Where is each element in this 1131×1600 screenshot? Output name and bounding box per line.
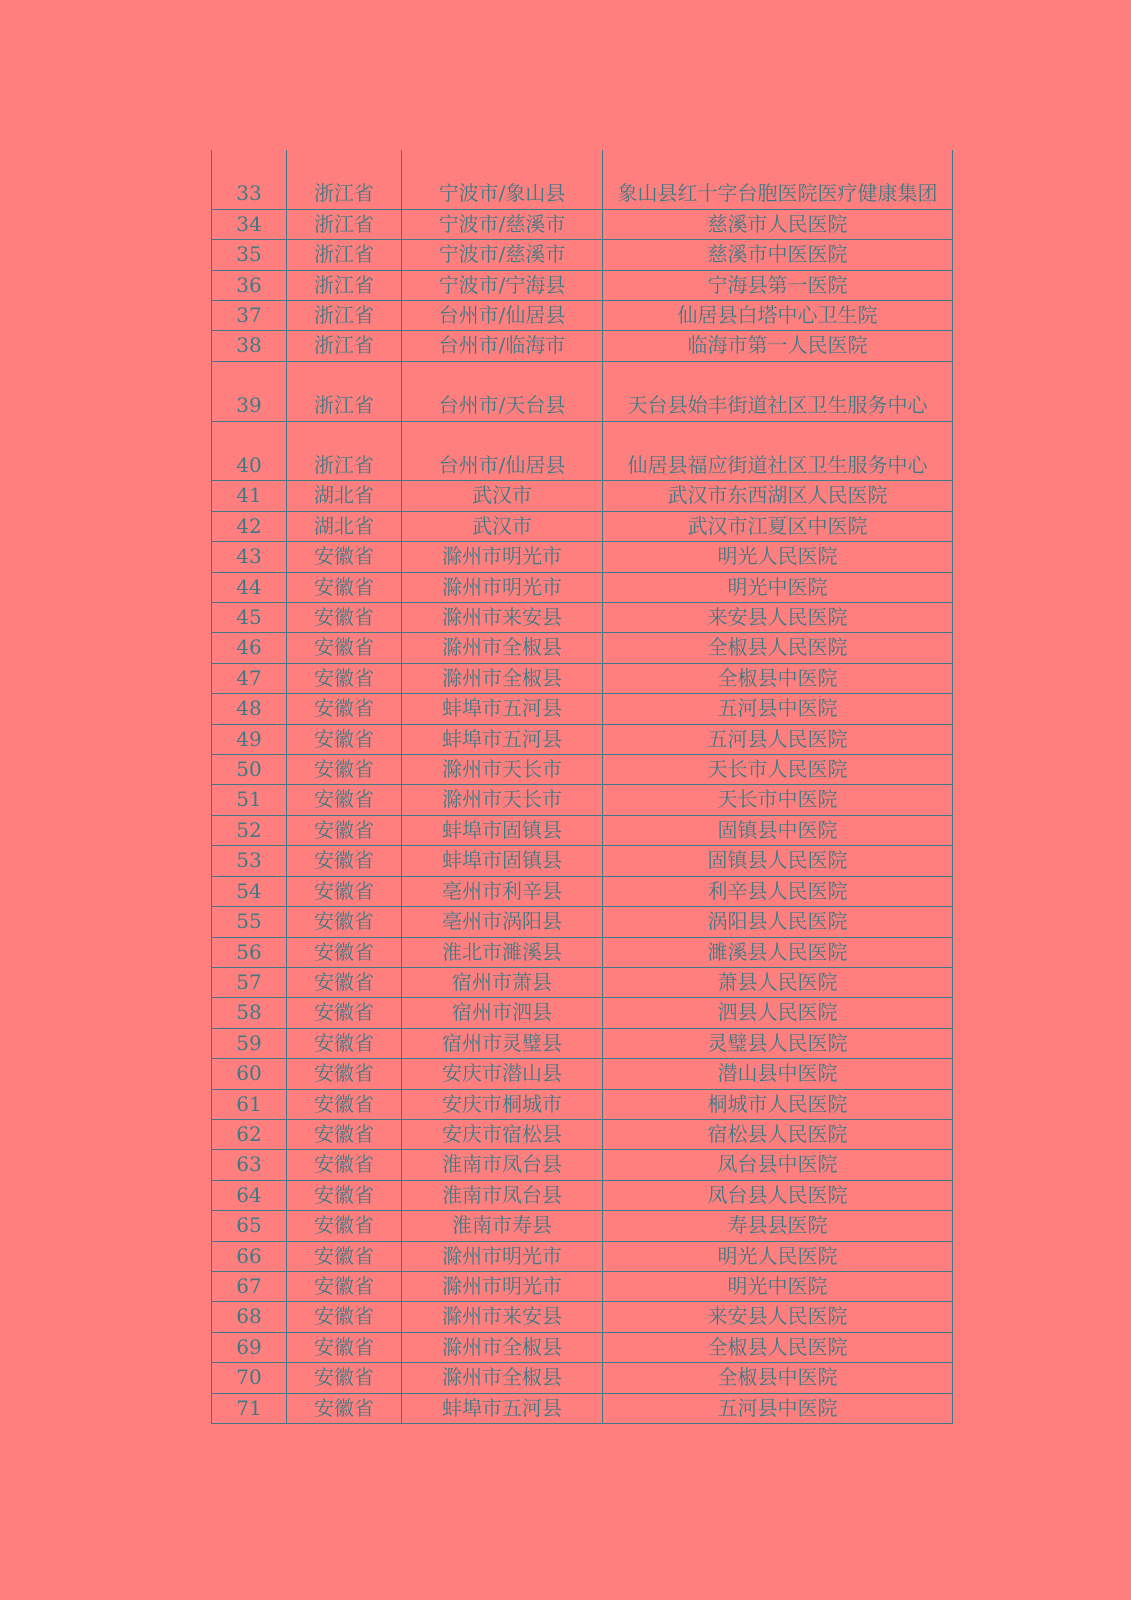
province-cell: 湖北省 xyxy=(287,511,402,541)
hospital-name-cell: 潜山县中医院 xyxy=(603,1059,953,1089)
city-cell: 滁州市全椒县 xyxy=(402,633,603,663)
city-cell: 宿州市灵璧县 xyxy=(402,1028,603,1058)
row-number-cell: 52 xyxy=(212,815,287,845)
hospital-name-cell: 凤台县中医院 xyxy=(603,1150,953,1180)
city-cell: 台州市/仙居县 xyxy=(402,421,603,481)
city-cell: 滁州市全椒县 xyxy=(402,1363,603,1393)
city-cell: 安庆市桐城市 xyxy=(402,1089,603,1119)
hospital-name-cell: 慈溪市人民医院 xyxy=(603,209,953,239)
hospital-name-cell: 明光中医院 xyxy=(603,572,953,602)
city-cell: 蚌埠市固镇县 xyxy=(402,815,603,845)
row-number-cell: 56 xyxy=(212,937,287,967)
table-body xyxy=(212,150,953,1424)
table-row xyxy=(212,755,953,785)
province-cell: 安徽省 xyxy=(287,1302,402,1332)
row-number-cell: 35 xyxy=(212,240,287,270)
province-cell: 安徽省 xyxy=(287,1089,402,1119)
table-row xyxy=(212,1241,953,1271)
hospital-name-cell: 灵璧县人民医院 xyxy=(603,1028,953,1058)
province-cell: 安徽省 xyxy=(287,1332,402,1362)
hospital-name-cell: 寿县县医院 xyxy=(603,1211,953,1241)
province-cell: 安徽省 xyxy=(287,663,402,693)
hospital-name-cell: 五河县中医院 xyxy=(603,1393,953,1423)
province-cell: 安徽省 xyxy=(287,1363,402,1393)
row-number-cell: 49 xyxy=(212,724,287,754)
row-number-cell: 40 xyxy=(212,421,287,481)
province-cell: 安徽省 xyxy=(287,846,402,876)
city-cell: 淮南市凤台县 xyxy=(402,1150,603,1180)
province-cell: 安徽省 xyxy=(287,1241,402,1271)
table-row xyxy=(212,1059,953,1089)
city-cell: 滁州市明光市 xyxy=(402,1241,603,1271)
province-cell: 浙江省 xyxy=(287,421,402,481)
table-row xyxy=(212,694,953,724)
city-cell: 亳州市利辛县 xyxy=(402,876,603,906)
hospital-name-cell: 固镇县中医院 xyxy=(603,815,953,845)
hospital-name-cell: 凤台县人民医院 xyxy=(603,1180,953,1210)
city-cell: 滁州市全椒县 xyxy=(402,1332,603,1362)
table-row xyxy=(212,633,953,663)
table-row xyxy=(212,331,953,361)
table-row xyxy=(212,421,953,481)
table-row xyxy=(212,1332,953,1362)
row-number-cell: 53 xyxy=(212,846,287,876)
province-cell: 安徽省 xyxy=(287,967,402,997)
row-number-cell: 47 xyxy=(212,663,287,693)
city-cell: 武汉市 xyxy=(402,481,603,511)
province-cell: 安徽省 xyxy=(287,907,402,937)
city-cell: 宁波市/慈溪市 xyxy=(402,209,603,239)
hospital-name-cell: 仙居县福应街道社区卫生服务中心 xyxy=(603,421,953,481)
row-number-cell: 33 xyxy=(212,150,287,209)
province-cell: 安徽省 xyxy=(287,633,402,663)
province-cell: 安徽省 xyxy=(287,1211,402,1241)
hospital-name-cell: 全椒县人民医院 xyxy=(603,1332,953,1362)
row-number-cell: 48 xyxy=(212,694,287,724)
city-cell: 亳州市涡阳县 xyxy=(402,907,603,937)
province-cell: 浙江省 xyxy=(287,301,402,331)
row-number-cell: 45 xyxy=(212,603,287,633)
province-cell: 安徽省 xyxy=(287,694,402,724)
row-number-cell: 50 xyxy=(212,755,287,785)
city-cell: 台州市/临海市 xyxy=(402,331,603,361)
province-cell: 安徽省 xyxy=(287,876,402,906)
hospital-name-cell: 桐城市人民医院 xyxy=(603,1089,953,1119)
hospital-name-cell: 仙居县白塔中心卫生院 xyxy=(603,301,953,331)
province-cell: 安徽省 xyxy=(287,1393,402,1423)
hospital-name-cell: 涡阳县人民医院 xyxy=(603,907,953,937)
table-row xyxy=(212,1089,953,1119)
hospital-name-cell: 固镇县人民医院 xyxy=(603,846,953,876)
table-row xyxy=(212,603,953,633)
province-cell: 浙江省 xyxy=(287,240,402,270)
city-cell: 滁州市明光市 xyxy=(402,1271,603,1301)
table-row xyxy=(212,572,953,602)
province-cell: 安徽省 xyxy=(287,755,402,785)
row-number-cell: 54 xyxy=(212,876,287,906)
row-number-cell: 42 xyxy=(212,511,287,541)
table-row xyxy=(212,1302,953,1332)
row-number-cell: 34 xyxy=(212,209,287,239)
hospital-name-cell: 全椒县中医院 xyxy=(603,663,953,693)
city-cell: 滁州市天长市 xyxy=(402,755,603,785)
table-row xyxy=(212,815,953,845)
hospital-name-cell: 慈溪市中医医院 xyxy=(603,240,953,270)
table-row xyxy=(212,846,953,876)
hospital-name-cell: 天长市中医院 xyxy=(603,785,953,815)
row-number-cell: 43 xyxy=(212,542,287,572)
table-row xyxy=(212,967,953,997)
province-cell: 浙江省 xyxy=(287,150,402,209)
table-row xyxy=(212,998,953,1028)
city-cell: 宁波市/宁海县 xyxy=(402,270,603,300)
city-cell: 蚌埠市固镇县 xyxy=(402,846,603,876)
row-number-cell: 37 xyxy=(212,301,287,331)
province-cell: 安徽省 xyxy=(287,572,402,602)
hospital-name-cell: 象山县红十字台胞医院医疗健康集团 xyxy=(603,150,953,209)
city-cell: 宿州市萧县 xyxy=(402,967,603,997)
row-number-cell: 63 xyxy=(212,1150,287,1180)
row-number-cell: 67 xyxy=(212,1271,287,1301)
row-number-cell: 59 xyxy=(212,1028,287,1058)
table-row xyxy=(212,1271,953,1301)
table-row xyxy=(212,907,953,937)
hospital-name-cell: 临海市第一人民医院 xyxy=(603,331,953,361)
table-row xyxy=(212,542,953,572)
hospital-name-cell: 宁海县第一医院 xyxy=(603,270,953,300)
province-cell: 浙江省 xyxy=(287,331,402,361)
table-row xyxy=(212,785,953,815)
province-cell: 安徽省 xyxy=(287,724,402,754)
city-cell: 蚌埠市五河县 xyxy=(402,1393,603,1423)
city-cell: 安庆市潜山县 xyxy=(402,1059,603,1089)
table-row xyxy=(212,240,953,270)
city-cell: 蚌埠市五河县 xyxy=(402,694,603,724)
city-cell: 台州市/天台县 xyxy=(402,361,603,421)
row-number-cell: 39 xyxy=(212,361,287,421)
row-number-cell: 66 xyxy=(212,1241,287,1271)
table-row xyxy=(212,876,953,906)
table-row xyxy=(212,150,953,209)
row-number-cell: 69 xyxy=(212,1332,287,1362)
hospital-name-cell: 武汉市东西湖区人民医院 xyxy=(603,481,953,511)
province-cell: 安徽省 xyxy=(287,1059,402,1089)
city-cell: 淮北市濉溪县 xyxy=(402,937,603,967)
hospital-name-cell: 萧县人民医院 xyxy=(603,967,953,997)
row-number-cell: 38 xyxy=(212,331,287,361)
row-number-cell: 41 xyxy=(212,481,287,511)
hospital-name-cell: 明光中医院 xyxy=(603,1271,953,1301)
city-cell: 滁州市明光市 xyxy=(402,572,603,602)
province-cell: 湖北省 xyxy=(287,481,402,511)
province-cell: 安徽省 xyxy=(287,1119,402,1149)
city-cell: 宁波市/象山县 xyxy=(402,150,603,209)
row-number-cell: 44 xyxy=(212,572,287,602)
hospital-name-cell: 明光人民医院 xyxy=(603,1241,953,1271)
table-row xyxy=(212,511,953,541)
row-number-cell: 58 xyxy=(212,998,287,1028)
table-row xyxy=(212,270,953,300)
hospital-name-cell: 宿松县人民医院 xyxy=(603,1119,953,1149)
hospital-name-cell: 五河县人民医院 xyxy=(603,724,953,754)
row-number-cell: 51 xyxy=(212,785,287,815)
city-cell: 宁波市/慈溪市 xyxy=(402,240,603,270)
hospital-name-cell: 利辛县人民医院 xyxy=(603,876,953,906)
hospital-table xyxy=(211,150,953,1424)
row-number-cell: 57 xyxy=(212,967,287,997)
table-row xyxy=(212,1119,953,1149)
hospital-name-cell: 五河县中医院 xyxy=(603,694,953,724)
city-cell: 滁州市明光市 xyxy=(402,542,603,572)
table-row xyxy=(212,663,953,693)
province-cell: 安徽省 xyxy=(287,1150,402,1180)
table-row xyxy=(212,1393,953,1423)
row-number-cell: 61 xyxy=(212,1089,287,1119)
row-number-cell: 64 xyxy=(212,1180,287,1210)
table-row xyxy=(212,481,953,511)
hospital-name-cell: 来安县人民医院 xyxy=(603,603,953,633)
row-number-cell: 68 xyxy=(212,1302,287,1332)
province-cell: 安徽省 xyxy=(287,998,402,1028)
city-cell: 滁州市来安县 xyxy=(402,603,603,633)
hospital-name-cell: 天台县始丰街道社区卫生服务中心 xyxy=(603,361,953,421)
city-cell: 蚌埠市五河县 xyxy=(402,724,603,754)
hospital-name-cell: 来安县人民医院 xyxy=(603,1302,953,1332)
city-cell: 滁州市天长市 xyxy=(402,785,603,815)
hospital-name-cell: 全椒县中医院 xyxy=(603,1363,953,1393)
row-number-cell: 65 xyxy=(212,1211,287,1241)
province-cell: 安徽省 xyxy=(287,815,402,845)
table-row xyxy=(212,937,953,967)
hospital-name-cell: 泗县人民医院 xyxy=(603,998,953,1028)
city-cell: 安庆市宿松县 xyxy=(402,1119,603,1149)
city-cell: 宿州市泗县 xyxy=(402,998,603,1028)
row-number-cell: 70 xyxy=(212,1363,287,1393)
row-number-cell: 46 xyxy=(212,633,287,663)
row-number-cell: 55 xyxy=(212,907,287,937)
city-cell: 台州市/仙居县 xyxy=(402,301,603,331)
table-row xyxy=(212,209,953,239)
table-row xyxy=(212,1363,953,1393)
hospital-name-cell: 明光人民医院 xyxy=(603,542,953,572)
hospital-name-cell: 濉溪县人民医院 xyxy=(603,937,953,967)
city-cell: 滁州市全椒县 xyxy=(402,663,603,693)
table-row xyxy=(212,301,953,331)
city-cell: 淮南市寿县 xyxy=(402,1211,603,1241)
province-cell: 安徽省 xyxy=(287,1271,402,1301)
province-cell: 安徽省 xyxy=(287,1180,402,1210)
hospital-name-cell: 全椒县人民医院 xyxy=(603,633,953,663)
province-cell: 安徽省 xyxy=(287,1028,402,1058)
table-row xyxy=(212,361,953,421)
hospital-name-cell: 武汉市江夏区中医院 xyxy=(603,511,953,541)
table-row xyxy=(212,724,953,754)
city-cell: 淮南市凤台县 xyxy=(402,1180,603,1210)
table-row xyxy=(212,1028,953,1058)
province-cell: 浙江省 xyxy=(287,361,402,421)
province-cell: 浙江省 xyxy=(287,270,402,300)
province-cell: 安徽省 xyxy=(287,542,402,572)
province-cell: 安徽省 xyxy=(287,937,402,967)
hospital-name-cell: 天长市人民医院 xyxy=(603,755,953,785)
province-cell: 安徽省 xyxy=(287,603,402,633)
table-row xyxy=(212,1211,953,1241)
table-row xyxy=(212,1150,953,1180)
row-number-cell: 71 xyxy=(212,1393,287,1423)
province-cell: 浙江省 xyxy=(287,209,402,239)
row-number-cell: 36 xyxy=(212,270,287,300)
city-cell: 武汉市 xyxy=(402,511,603,541)
province-cell: 安徽省 xyxy=(287,785,402,815)
row-number-cell: 60 xyxy=(212,1059,287,1089)
row-number-cell: 62 xyxy=(212,1119,287,1149)
city-cell: 滁州市来安县 xyxy=(402,1302,603,1332)
table-row xyxy=(212,1180,953,1210)
